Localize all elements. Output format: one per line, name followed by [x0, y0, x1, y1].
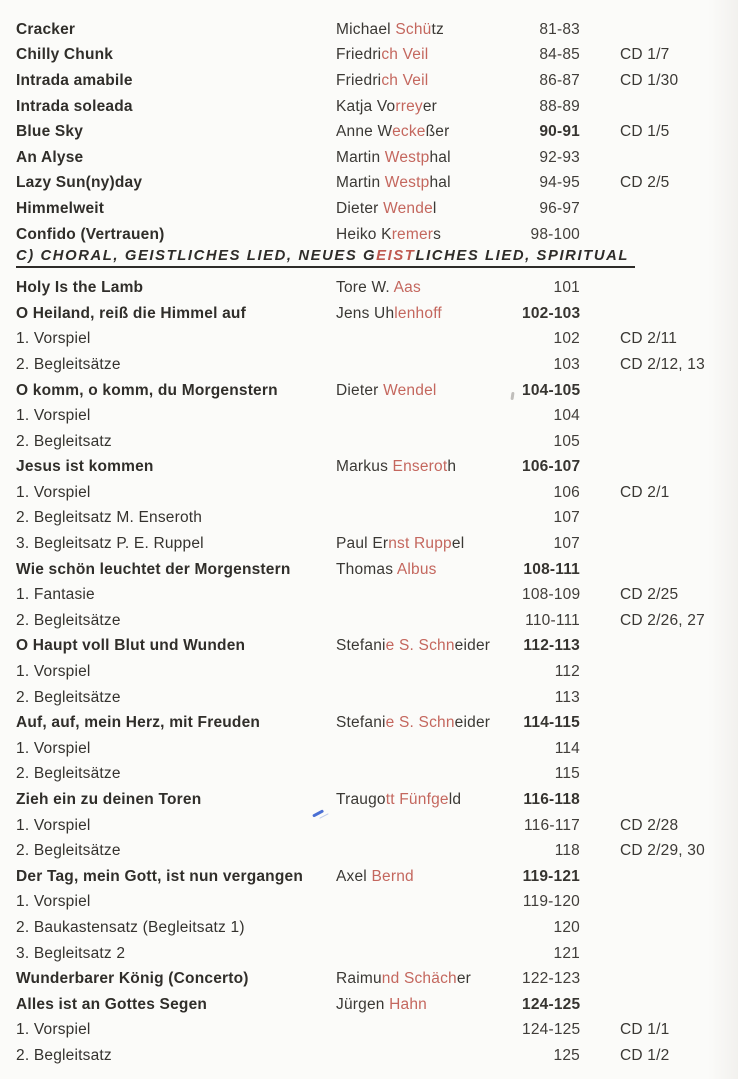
- composer-name-part: Dieter: [336, 381, 384, 399]
- composer-name-part: Anne W: [336, 123, 393, 141]
- composer-name-part: Paul Er: [336, 535, 389, 553]
- entry-title: 2. Begleitsätze: [16, 611, 121, 629]
- entry-title: 2. Begleitsätze: [16, 355, 121, 373]
- entry-title: 1. Vorspiel: [16, 663, 91, 681]
- toc-row: [16, 864, 738, 890]
- composer-name-part: Jens Uh: [336, 304, 395, 322]
- toc-row: [16, 966, 738, 992]
- toc-row: [16, 685, 738, 711]
- page-numbers: 107: [553, 535, 580, 553]
- toc-row: [16, 736, 738, 762]
- composer-name-part: Dieter: [336, 199, 384, 217]
- toc-row: [16, 480, 738, 506]
- page-numbers: 112-113: [523, 637, 580, 655]
- toc-row: [16, 68, 738, 94]
- page-numbers: 118: [554, 842, 580, 860]
- composer-name-part: ßer: [425, 123, 450, 141]
- page-numbers: 86-87: [539, 71, 580, 89]
- composer-name-part: Aas: [393, 279, 421, 297]
- composer-name-part: Axel: [336, 867, 372, 885]
- entry-title: Auf, auf, mein Herz, mit Freuden: [16, 714, 261, 732]
- composer-name: [336, 149, 522, 167]
- composer-name: [336, 46, 522, 64]
- page-numbers: 124-125: [522, 1021, 581, 1039]
- toc-row: [16, 275, 738, 301]
- composer-name: [336, 200, 522, 218]
- composer-name-part: tz: [431, 20, 444, 38]
- toc-row: [16, 659, 738, 685]
- composer-name: [336, 458, 522, 476]
- composer-name-part: e S. Schn: [385, 637, 455, 655]
- composer-name-part: h: [447, 458, 457, 476]
- composer-name-part: Martin: [336, 148, 385, 166]
- page-numbers: 108-109: [522, 586, 581, 604]
- composer-name-part: ld: [448, 791, 462, 809]
- composer-name-part: nd Schäch: [381, 970, 457, 988]
- toc-row: [16, 531, 738, 557]
- page-numbers: 116-118: [523, 791, 580, 809]
- entry-title: Himmelweit: [16, 199, 105, 217]
- page-numbers: 114: [554, 739, 580, 757]
- cd-reference: CD 2/5: [620, 174, 670, 192]
- page-numbers: 119-120: [522, 893, 580, 911]
- composer-name-part: hal: [429, 174, 451, 192]
- composer-name-part: Friedri: [336, 46, 382, 64]
- page-numbers: 120: [553, 918, 580, 936]
- page-numbers: 115: [554, 765, 580, 783]
- entry-title: Chilly Chunk: [16, 46, 114, 64]
- composer-name: [336, 305, 522, 323]
- composer-name-part: el: [451, 535, 465, 553]
- entry-title: An Alyse: [16, 148, 84, 166]
- toc-row: [16, 634, 738, 660]
- page-numbers: 122-123: [522, 970, 581, 988]
- entry-title: O komm, o komm, du Morgenstern: [16, 381, 278, 399]
- toc-row: [16, 557, 738, 583]
- cd-reference: CD 2/28: [620, 816, 679, 834]
- page-numbers: 114-115: [523, 714, 580, 732]
- entry-title: Cracker: [16, 20, 76, 38]
- composer-name-part: ch Veil: [381, 46, 429, 64]
- section-header-text: LICHES LIED, SPIRITUAL: [415, 248, 630, 265]
- entry-title: Confido (Vertrauen): [16, 225, 165, 243]
- composer-name-part: tt Fünfge: [385, 791, 449, 809]
- section-row: [16, 247, 738, 275]
- entry-title: 1. Vorspiel: [16, 407, 91, 425]
- entry-title: 2. Baukastensatz (Begleitsatz 1): [16, 918, 245, 936]
- composer-name-part: Jürgen: [336, 995, 390, 1013]
- composer-name-part: Enserot: [392, 458, 448, 476]
- composer-name-part: hal: [429, 148, 451, 166]
- composer-name-part: Bernd: [371, 867, 414, 885]
- page-numbers: 84-85: [539, 46, 580, 64]
- composer-name-part: Raimu: [336, 970, 382, 988]
- composer-name: [336, 714, 522, 732]
- section-header: [16, 247, 635, 268]
- composer-name-part: rrey: [395, 97, 423, 115]
- composer-name-part: ch Veil: [381, 71, 429, 89]
- composer-name: [336, 98, 522, 116]
- toc-row: [16, 352, 738, 378]
- toc-row: [16, 838, 738, 864]
- toc-row: [16, 992, 738, 1018]
- composer-name-part: Katja Vo: [336, 97, 396, 115]
- cd-reference: CD 1/2: [620, 1046, 670, 1064]
- page-numbers: 96-97: [539, 199, 580, 217]
- page-numbers: 110-111: [525, 611, 580, 629]
- entry-title: Intrada soleada: [16, 97, 133, 115]
- page-numbers: 106: [553, 483, 580, 501]
- composer-name-part: Martin: [336, 174, 385, 192]
- composer-name: [336, 382, 522, 400]
- toc-row: [16, 403, 738, 429]
- entry-title: Wie schön leuchtet der Morgenstern: [16, 560, 291, 578]
- entry-title: Holy Is the Lamb: [16, 279, 144, 297]
- toc-row: [16, 710, 738, 736]
- entry-title: Intrada amabile: [16, 71, 133, 89]
- entry-title: 2. Begleitsatz: [16, 432, 112, 450]
- entry-title: 2. Begleitsätze: [16, 765, 121, 783]
- page-numbers: 113: [554, 688, 580, 706]
- composer-name-part: nst Rupp: [388, 535, 452, 553]
- composer-name: [336, 72, 522, 90]
- composer-name: [336, 996, 522, 1014]
- cd-reference: CD 2/25: [620, 586, 679, 604]
- page-numbers: 121: [553, 944, 580, 962]
- composer-name-part: ecke: [392, 123, 426, 141]
- composer-name-part: eider: [454, 714, 491, 732]
- toc-row: [16, 378, 738, 404]
- entry-title: 2. Begleitsätze: [16, 688, 121, 706]
- composer-name-part: eider: [454, 637, 491, 655]
- entry-title: 2. Begleitsatz M. Enseroth: [16, 509, 203, 527]
- composer-name-part: Friedri: [336, 71, 382, 89]
- entry-title: 1. Fantasie: [16, 586, 95, 604]
- toc-row: [16, 506, 738, 532]
- entry-title: 3. Begleitsatz P. E. Ruppel: [16, 535, 204, 553]
- page-numbers: 103: [553, 355, 580, 373]
- toc-row: [16, 608, 738, 634]
- composer-name-part: Wendel: [383, 381, 437, 399]
- cd-reference: CD 2/1: [620, 483, 670, 501]
- composer-name: [336, 561, 522, 579]
- page-numbers: 124-125: [522, 995, 581, 1013]
- toc-row: [16, 196, 738, 222]
- toc-row: [16, 1018, 738, 1044]
- composer-name-part: Stefani: [336, 714, 386, 732]
- cd-reference: CD 2/26, 27: [620, 611, 705, 629]
- toc-row: [16, 582, 738, 608]
- toc-row: [16, 43, 738, 69]
- toc-row: [16, 145, 738, 171]
- composer-name: [336, 21, 522, 39]
- page-numbers: 106-107: [522, 458, 581, 476]
- composer-name: [336, 868, 522, 886]
- composer-name: [336, 791, 522, 809]
- page-numbers: 92-93: [539, 148, 580, 166]
- composer-name: [336, 970, 522, 988]
- page-numbers: 104: [553, 407, 580, 425]
- composer-name: [336, 123, 522, 141]
- composer-name-part: Tore W.: [336, 279, 394, 297]
- page-numbers: 98-100: [530, 225, 580, 243]
- page-numbers: 102-103: [522, 304, 581, 322]
- toc-row: [16, 890, 738, 916]
- toc-row: [16, 301, 738, 327]
- page-numbers: 104-105: [522, 381, 581, 399]
- composer-name: [336, 226, 522, 244]
- page-numbers: 105: [553, 432, 580, 450]
- composer-name-part: Markus: [336, 458, 393, 476]
- composer-name-part: er: [422, 97, 438, 115]
- entry-title: Zieh ein zu deinen Toren: [16, 791, 202, 809]
- composer-name-part: remer: [391, 225, 434, 243]
- toc-row: [16, 222, 738, 248]
- composer-name-part: e S. Schn: [385, 714, 455, 732]
- toc-row: [16, 813, 738, 839]
- composer-name-part: Thomas: [336, 560, 397, 578]
- cd-reference: CD 1/5: [620, 123, 670, 141]
- page-numbers: 94-95: [539, 174, 580, 192]
- toc-row: [16, 429, 738, 455]
- toc-row: [16, 941, 738, 967]
- page-numbers: 125: [553, 1046, 580, 1064]
- entry-title: 1. Vorspiel: [16, 893, 91, 911]
- page-numbers: 81-83: [539, 20, 580, 38]
- composer-name-part: Westp: [384, 174, 430, 192]
- entry-title: 1. Vorspiel: [16, 739, 91, 757]
- composer-name-part: Heiko K: [336, 225, 392, 243]
- entry-title: Blue Sky: [16, 123, 84, 141]
- cd-reference: CD 1/1: [620, 1021, 670, 1039]
- entry-title: Lazy Sun(ny)day: [16, 174, 143, 192]
- entry-title: O Haupt voll Blut und Wunden: [16, 637, 246, 655]
- page-numbers: 101: [553, 279, 580, 297]
- entry-title: 1. Vorspiel: [16, 330, 91, 348]
- page-numbers: 107: [553, 509, 580, 527]
- toc-row: [16, 915, 738, 941]
- toc-row: [16, 1043, 738, 1069]
- composer-name-part: Schü: [395, 20, 432, 38]
- toc-row: [16, 171, 738, 197]
- page-numbers: 108-111: [523, 560, 580, 578]
- entry-title: 3. Begleitsatz 2: [16, 944, 126, 962]
- entry-title: Wunderbarer König (Concerto): [16, 970, 249, 988]
- composer-name-part: er: [456, 970, 472, 988]
- entry-title: Alles ist an Gottes Segen: [16, 995, 208, 1013]
- toc-row: [16, 17, 738, 43]
- toc-row: [16, 787, 738, 813]
- cd-reference: CD 1/7: [620, 46, 670, 64]
- page-numbers: 90-91: [539, 123, 580, 141]
- composer-name-part: Traugo: [336, 791, 386, 809]
- page-numbers: 112: [554, 663, 580, 681]
- composer-name-part: lenhoff: [394, 304, 442, 322]
- composer-name-part: Wende: [383, 199, 433, 217]
- toc-row: [16, 94, 738, 120]
- entry-title: Der Tag, mein Gott, ist nun vergangen: [16, 867, 304, 885]
- toc-list: [16, 17, 738, 1069]
- cd-reference: CD 1/30: [620, 71, 679, 89]
- page-numbers: 119-121: [522, 867, 580, 885]
- composer-name: [336, 174, 522, 192]
- section-header-text: EIST: [376, 248, 416, 265]
- composer-name-part: s: [433, 225, 442, 243]
- composer-name-part: Hahn: [389, 995, 427, 1013]
- composer-name: [336, 279, 522, 297]
- entry-title: 1. Vorspiel: [16, 1021, 91, 1039]
- section-header-text: C) CHORAL, GEISTLICHES LIED, NEUES G: [16, 248, 377, 265]
- toc-row: [16, 327, 738, 353]
- composer-name: [336, 637, 522, 655]
- entry-title: O Heiland, reiß die Himmel auf: [16, 304, 246, 322]
- entry-title: 1. Vorspiel: [16, 816, 91, 834]
- entry-title: Jesus ist kommen: [16, 458, 154, 476]
- page-numbers: 102: [553, 330, 580, 348]
- entry-title: 2. Begleitsatz: [16, 1046, 112, 1064]
- page-numbers: 116-117: [524, 816, 580, 834]
- entry-title: 1. Vorspiel: [16, 483, 91, 501]
- cd-reference: CD 2/29, 30: [620, 842, 705, 860]
- toc-row: [16, 762, 738, 788]
- composer-name-part: Michael: [336, 20, 396, 38]
- toc-row: [16, 119, 738, 145]
- composer-name-part: Albus: [396, 560, 437, 578]
- toc-row: [16, 455, 738, 481]
- composer-name-part: l: [432, 199, 437, 217]
- cd-reference: CD 2/12, 13: [620, 355, 705, 373]
- page-numbers: 88-89: [539, 97, 580, 115]
- composer-name: [336, 535, 522, 553]
- composer-name-part: Stefani: [336, 637, 386, 655]
- entry-title: 2. Begleitsätze: [16, 842, 121, 860]
- composer-name-part: Westp: [384, 148, 430, 166]
- cd-reference: CD 2/11: [620, 330, 678, 348]
